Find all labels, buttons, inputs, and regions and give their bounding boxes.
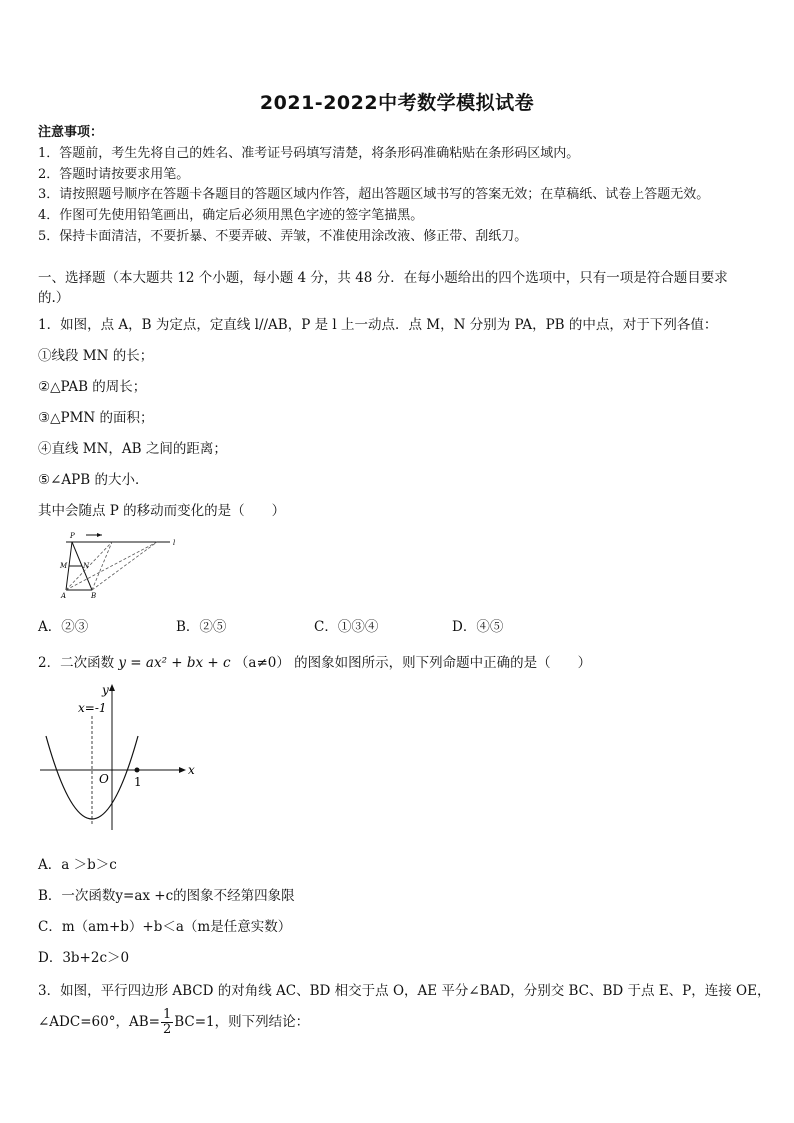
q1-stem: 1．如图，点 A，B 为定点，定直线 l//AB，P 是 l 上一动点．点 M，N 分别为 PA，PB 的中点，对于下列各值： [38,317,718,333]
notes-heading: 注意事项： [38,125,104,140]
q1-item: ①线段 MN 的长； [38,348,154,364]
q1-item: ④直线 MN，AB 之间的距离； [38,441,227,457]
q2-stem-prefix: 2．二次函数 [38,655,115,671]
page-title: 2021-2022中考数学模拟试卷 [259,92,535,114]
label-a: A [61,592,67,600]
q3-stem-cont [38,1008,309,1037]
q2-option-c: C．m（am+b）+b＜a（m是任意实数） [38,919,292,935]
q1-option-a: A．②③ [38,619,89,635]
x-axis-label: x [188,763,195,777]
q2-formula: y = ax² + bx + c [118,655,231,671]
one-label: 1 [134,775,142,789]
q3-fraction [161,1008,173,1037]
q2-stem-suffix: 的图象如图所示，则下列命题中正确的是（ ） [294,655,592,671]
q1-item: ②△PAB 的周长； [38,379,147,395]
q2-option-d: D．3b+2c＞0 [38,950,130,966]
q1-question: 其中会随点 P 的移动而变化的是（ ） [38,503,286,519]
y-axis-label: y [102,683,109,697]
q1-item: ③△PMN 的面积； [38,410,154,426]
q3-stem: 3．如图，平行四边形 ABCD 的对角线 AC、BD 相交于点 O，AE 平分∠BAD，分别交 BC、BD 于点 E、P，连接 OE， [38,983,771,999]
label-m: M [60,562,68,570]
fraction-denominator: 2 [162,1022,172,1037]
label-p: P [70,532,75,540]
note-item: 4．作图可先使用铅笔画出，确定后必须用黑色字迹的签字笔描黑。 [38,208,424,223]
q3-text-b: BC=1，则下列结论： [174,1014,310,1030]
fraction-numerator: 1 [162,1007,172,1022]
label-n: N [83,562,90,570]
q3-text-a: ∠ADC=60°，AB= [38,1014,160,1030]
q2-stem [38,651,591,671]
q1-option-d: D．④⑤ [452,619,504,635]
note-item: 3．请按照题号顺序在答题卡各题目的答题区域内作答，超出答题区域书写的答案无效；在草稿纸、试卷上答题无效。 [38,187,710,202]
section-heading: 一、选择题（本大题共 12 个小题，每小题 4 分，共 48 分．在每小题给出的四个选项中，只有一项是符合题目要求 [38,270,728,286]
note-item: 1．答题前，考生先将自己的姓名、准考证号码填写清楚，将条形码准确粘贴在条形码区域内。 [38,146,580,161]
q2-figure [36,680,196,832]
q1-item: ⑤∠APB 的大小． [38,472,149,488]
axis-line-label: x=-1 [78,701,107,715]
note-item: 2．答题时请按要求用笔。 [38,167,190,182]
q2-option-a: A．a ＞b＞c [38,857,117,873]
q1-option-b: B．②⑤ [176,619,227,635]
q1-option-c: C．①③④ [314,619,379,635]
q1-figure [52,530,182,602]
label-l: l [173,539,176,547]
origin-label: O [99,772,109,786]
note-item: 5．保持卡面清洁，不要折暴、不要弄破、弄皱，不准使用涂改液、修正带、刮纸刀。 [38,229,528,244]
q2-option-b: B．一次函数y=ax +c的图象不经第四象限 [38,888,295,904]
q2-condition: （a≠0） [234,655,290,671]
section-heading-cont: 的.） [38,290,70,306]
label-b: B [91,592,97,600]
